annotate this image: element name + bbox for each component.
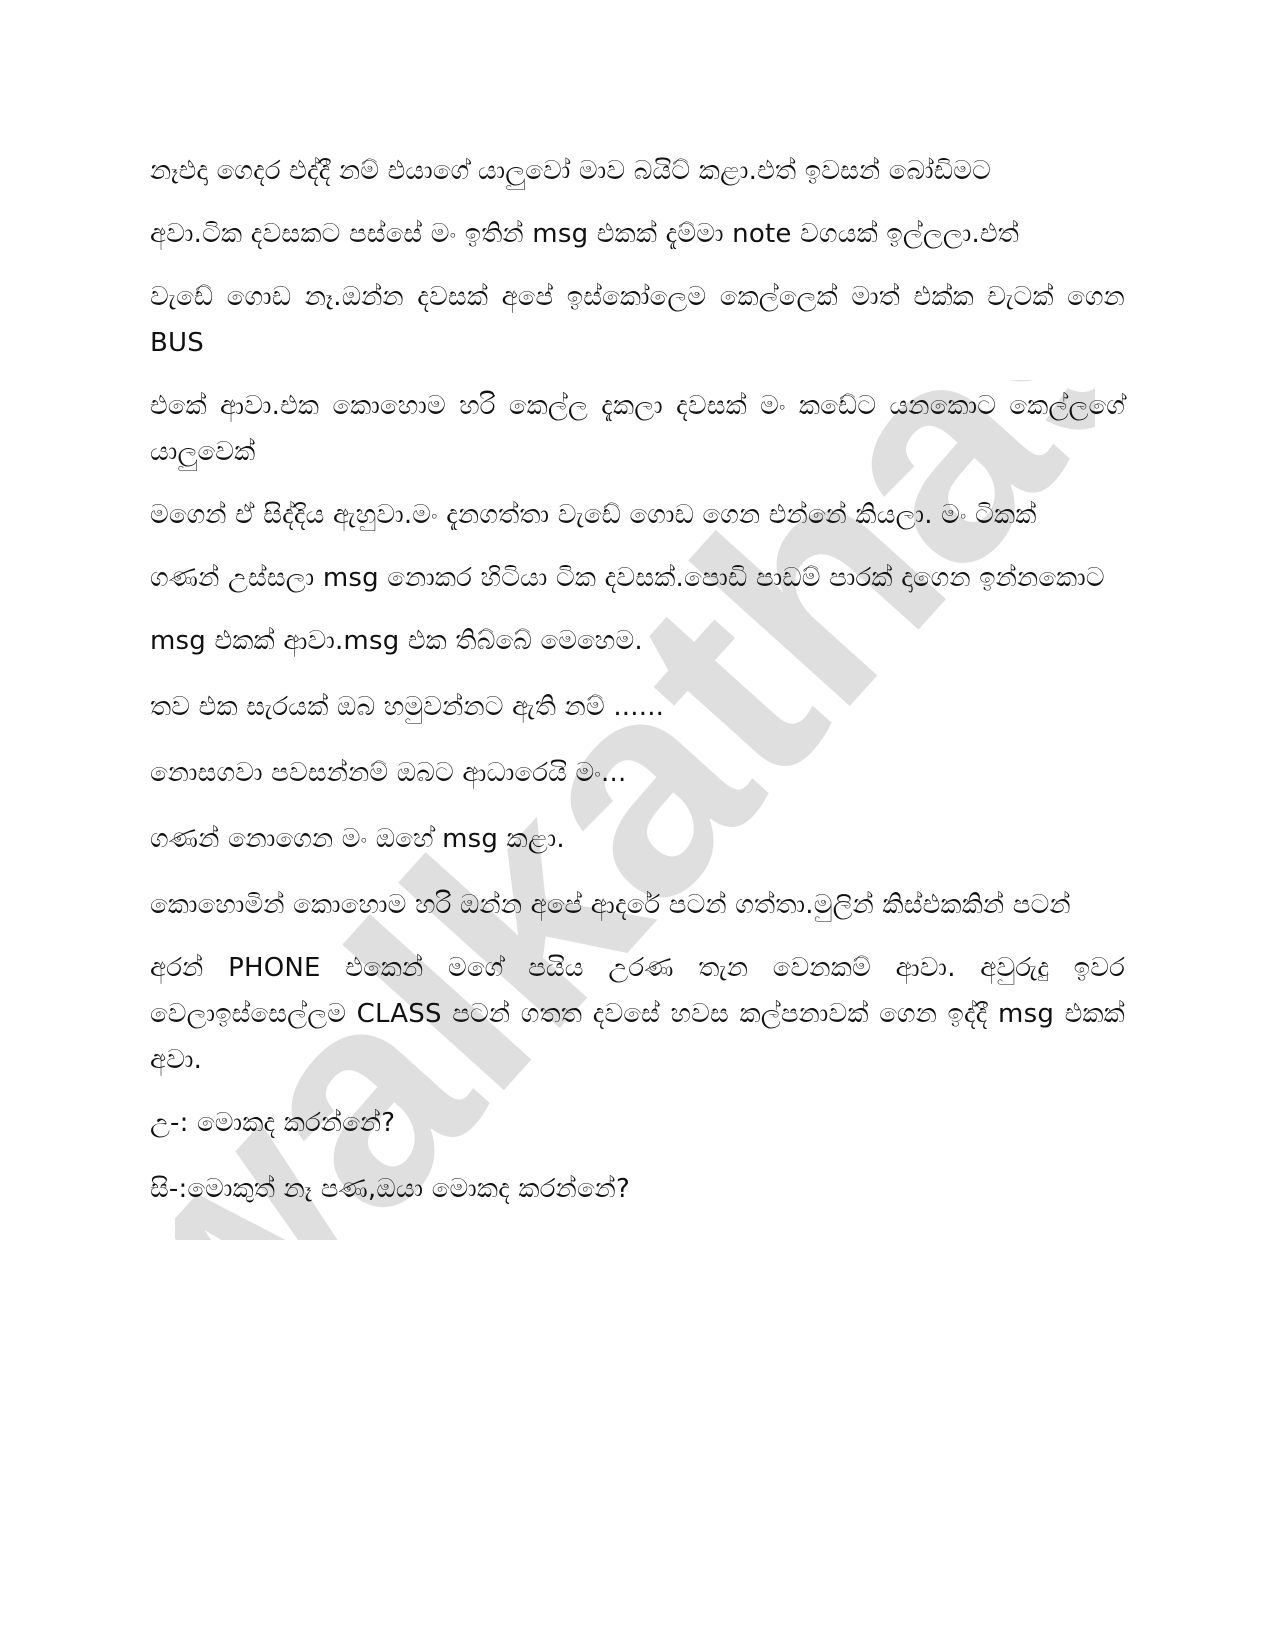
paragraph-5: මගෙන් ඒ සිද්දිය ඇහුවා.මං දැනගත්තා වැඩේ ගොඩ ගෙන එන්නේ කියලා. මං ටිකක් — [150, 500, 1037, 530]
paragraph-1: නෑඑදා ගෙදර එද්දී නම් එයාගේ යාලුවෝ මාව බයිට් කළා.එත් ඉවසන් බෝඩිමට — [150, 156, 992, 186]
paragraph-8: තව එක සැරයක් ඔබ හමුවන්නට ඇති නම් ...... — [150, 692, 665, 722]
dialogue-line-1: උ-: මොකද කරන්නේ? — [150, 1108, 396, 1138]
paragraph-9: නොසගවා පවසන්නම් ඔබට ආධාරෙයි මං... — [150, 758, 627, 788]
paragraph-11: කොහොමින් කොහොම හරි ඔන්න අපේ ආදරේ පටන් ගත්තා.මුලින් කිස්එකකින් පටන් — [150, 890, 1071, 920]
dialogue-line-2: සි-:මොකුත් නෑ පණ,ඔයා මොකද කරන්නේ? — [150, 1174, 630, 1204]
paragraph-4: එකේ ආවා.එක කොහොම හරි කෙල්ල දැකලා දවසක් මං කඩේට යනකොට කෙල්ලගේ යාලුවෙක් — [150, 391, 1125, 467]
paragraph-3: වැඩේ ගොඩ නෑ.ඔන්න දවසක් අපේ ඉස්කෝලෙම කෙල්ලෙක් මාත් එක්ක චැටක් ගෙන BUS — [150, 282, 1125, 358]
paragraph-7: msg එකක් ආවා.msg එක තිබ්බේ මෙහෙම. — [150, 626, 643, 656]
watermark-text: walkatha9 — [175, 380, 1095, 1240]
paragraph-10: ගණන් නොගෙන මං ඔහේ msg කළා. — [150, 824, 565, 854]
paragraph-12: අරන් PHONE එකෙන් මගේ පයිය උරණ තැන වෙනකම් ආවා. අවුරුදු ඉවර වෙලාඉස්සෙල්ලම CLASS පටන් ගතත දවසේ හවස කල්පනාවක් ගෙන ඉද්දී msg එකක් අවා. — [150, 953, 1125, 1075]
body-text — [150, 148, 1125, 1232]
paragraph-6: ගණන් උස්සලා msg නොකර හිටියා ටික දවසක්.පොඩි පාඩම් පාරක් දාගෙන ඉන්නකොට — [150, 563, 1105, 593]
paragraph-2: අවා.ටික දවසකට පස්සේ මං ඉතින් msg එකක් දැම්මා note වගයක් ඉල්ලලා.එත් — [150, 219, 1020, 249]
